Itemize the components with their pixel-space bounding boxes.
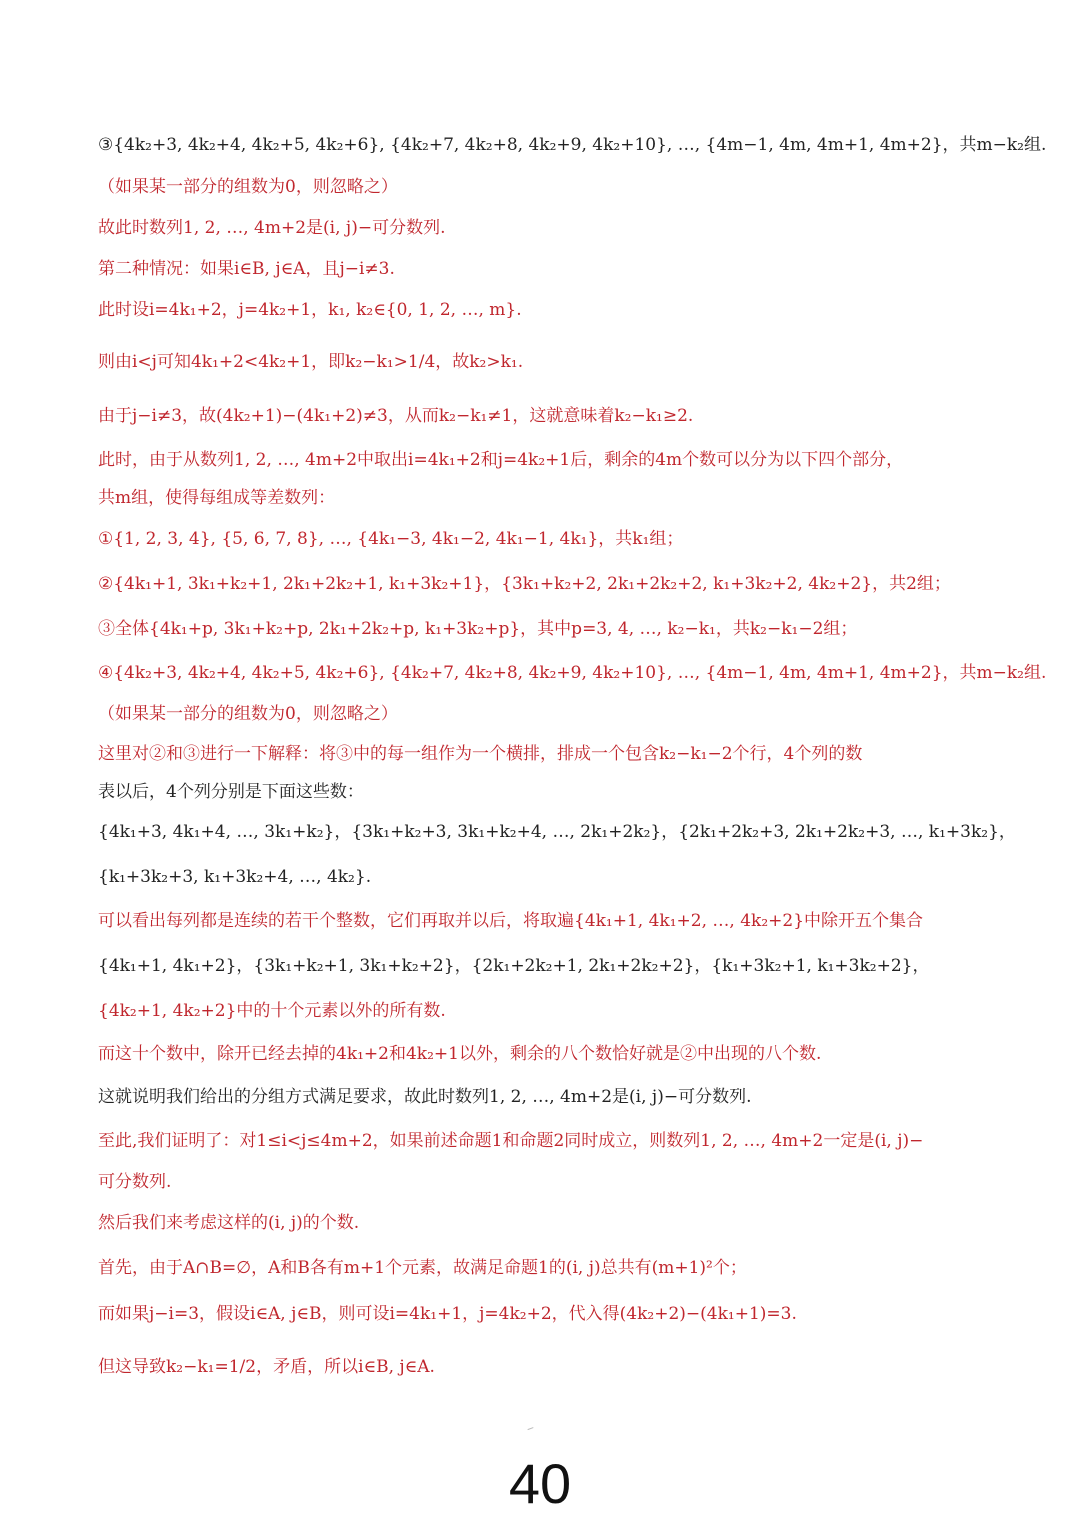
text-line: 这就说明我们给出的分组方式满足要求，故此时数列1, 2, …, 4m+2是(i, j)−可分数列. xyxy=(98,1087,752,1107)
text-line: {k₁+3k₂+3, k₁+3k₂+4, …, 4k₂}. xyxy=(98,867,372,887)
text-line: 而这十个数中，除开已经去掉的4k₁+2和4k₂+1以外，剩余的八个数恰好就是②中出现的八个数. xyxy=(98,1044,822,1064)
text-line: 而如果j−i=3，假设i∈A, j∈B，则可设i=4k₁+1，j=4k₂+2，代入得(4k₂+2)−(4k₁+1)=3. xyxy=(98,1304,797,1324)
text-line: ③全体{4k₁+p, 3k₁+k₂+p, 2k₁+2k₂+p, k₁+3k₂+p}，其中p=3, 4, …, k₂−k₁，共k₂−k₁−2组； xyxy=(98,619,858,639)
text-line: 此时设i=4k₁+2，j=4k₂+1，k₁, k₂∈{0, 1, 2, …, m}. xyxy=(98,300,522,320)
text-line: 可以看出每列都是连续的若干个整数，它们再取并以后，将取遍{4k₁+1, 4k₁+2, …, 4k₂+2}中除开五个集合 xyxy=(98,911,924,931)
text-line: {4k₁+1, 4k₁+2}，{3k₁+k₂+1, 3k₁+k₂+2}，{2k₁+2k₂+1, 2k₁+2k₂+2}，{k₁+3k₂+1, k₁+3k₂+2}， xyxy=(98,956,930,976)
text-line: 然后我们来考虑这样的(i, j)的个数. xyxy=(98,1213,360,1233)
text-line: 共m组，使得每组成等差数列： xyxy=(98,488,336,508)
text-line: 此时，由于从数列1, 2, …, 4m+2中取出i=4k₁+2和j=4k₂+1后，剩余的4m个数可以分为以下四个部分， xyxy=(98,450,904,470)
stray-mark xyxy=(527,1427,534,1433)
text-line: （如果某一部分的组数为0，则忽略之） xyxy=(98,704,398,724)
text-line: 至此,我们证明了：对1≤i<j≤4m+2，如果前述命题1和命题2同时成立，则数列1, 2, …, 4m+2一定是(i, j)− xyxy=(98,1131,924,1151)
text-line: {4k₁+3, 4k₁+4, …, 3k₁+k₂}，{3k₁+k₂+3, 3k₁+k₂+4, …, 2k₁+2k₂}，{2k₁+2k₂+3, 2k₁+2k₂+3, …, k₁+3k₂}， xyxy=(98,822,1016,842)
text-line: 由于j−i≠3，故(4k₂+1)−(4k₁+2)≠3，从而k₂−k₁≠1，这就意味着k₂−k₁≥2. xyxy=(98,406,694,426)
text-line: 可分数列. xyxy=(98,1172,172,1192)
text-line: 这里对②和③进行一下解释：将③中的每一组作为一个横排，排成一个包含k₂−k₁−2个行，4个列的数 xyxy=(98,744,863,764)
text-line: 故此时数列1, 2, …, 4m+2是(i, j)−可分数列. xyxy=(98,218,446,238)
text-line: ③{4k₂+3, 4k₂+4, 4k₂+5, 4k₂+6}, {4k₂+7, 4k₂+8, 4k₂+9, 4k₂+10}, …, {4m−1, 4m, 4m+1, 4m+2}，共m−k₂组. xyxy=(98,135,1047,155)
text-line: 则由i<j可知4k₁+2<4k₂+1，即k₂−k₁>1/4，故k₂>k₁. xyxy=(98,352,524,372)
text-line: （如果某一部分的组数为0，则忽略之） xyxy=(98,177,398,197)
text-line: {4k₂+1, 4k₂+2}中的十个元素以外的所有数. xyxy=(98,1001,446,1021)
page-number: 40 xyxy=(508,1452,572,1515)
text-line: ④{4k₂+3, 4k₂+4, 4k₂+5, 4k₂+6}, {4k₂+7, 4k₂+8, 4k₂+9, 4k₂+10}, …, {4m−1, 4m, 4m+1, 4m+2}，共m−k₂组. xyxy=(98,663,1047,683)
text-line: ②{4k₁+1, 3k₁+k₂+1, 2k₁+2k₂+1, k₁+3k₂+1}，{3k₁+k₂+2, 2k₁+2k₂+2, k₁+3k₂+2, 4k₂+2}，共2组； xyxy=(98,574,951,594)
text-line: ①{1, 2, 3, 4}, {5, 6, 7, 8}, …, {4k₁−3, 4k₁−2, 4k₁−1, 4k₁}，共k₁组； xyxy=(98,529,684,549)
text-line: 但这导致k₂−k₁=1/2，矛盾，所以i∈B, j∈A. xyxy=(98,1357,435,1377)
text-line: 第二种情况：如果i∈B, j∈A，且j−i≠3. xyxy=(98,259,395,279)
text-line: 首先，由于A∩B=∅，A和B各有m+1个元素，故满足命题1的(i, j)总共有(m+1)²个； xyxy=(98,1258,747,1278)
text-line: 表以后，4个列分别是下面这些数： xyxy=(98,782,364,802)
